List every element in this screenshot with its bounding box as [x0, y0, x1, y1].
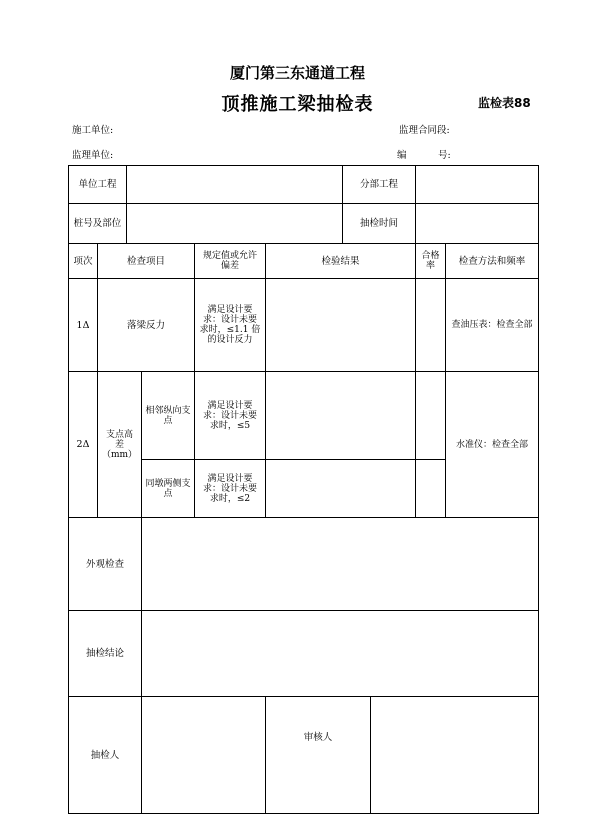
col-method: 检查方法和频率: [458, 255, 526, 267]
row2a-pass-rate-input[interactable]: [416, 372, 445, 459]
row2a-spec: 满足设计要求：设计未要求时，≤5: [202, 400, 257, 431]
number-label-a: 编: [397, 150, 407, 161]
conclusion-input[interactable]: [142, 611, 538, 696]
inspection-time-label: 抽检时间: [359, 218, 398, 229]
project-title: 厦门第三东通道工程: [229, 64, 365, 82]
appearance-input[interactable]: [142, 518, 538, 610]
col-index: 项次: [73, 255, 93, 267]
number-label-b: 号:: [438, 150, 451, 161]
col-item: 检查项目: [126, 255, 165, 267]
row2-index: 2Δ: [76, 439, 90, 450]
row2b-pass-rate-input[interactable]: [416, 460, 445, 517]
col-spec: 规定值或允许偏差: [202, 251, 257, 271]
row2a-result-input[interactable]: [266, 372, 415, 459]
sub-project-value[interactable]: [416, 166, 538, 203]
unit-project-label: 单位工程: [78, 179, 117, 190]
table-border-bottom: [68, 813, 539, 814]
row1-item: 落梁反力: [126, 319, 165, 331]
row1-spec: 满足设计要求：设计未要求时，≤1.1 倍的设计反力: [199, 305, 261, 345]
unit-project-value[interactable]: [127, 166, 342, 203]
inspector-label: 抽检人: [90, 749, 120, 761]
conclusion-label: 抽检结论: [85, 648, 124, 659]
inspector-signature[interactable]: [142, 697, 265, 813]
pile-location-value[interactable]: [127, 204, 342, 243]
row2b-subitem: 同墩两侧支点: [145, 478, 191, 499]
row2-item: 支点高差（mm）: [101, 429, 138, 460]
appearance-label: 外观检查: [85, 558, 124, 570]
row1-pass-rate-input[interactable]: [416, 279, 445, 371]
form-number: 监检表88: [478, 96, 531, 110]
row2a-subitem: 相邻纵向支点: [145, 405, 191, 426]
row1-method: 查油压表：检查全部: [451, 320, 533, 330]
col-pass-rate: 合格率: [421, 251, 440, 271]
contract-section-label: 监理合同段:: [399, 125, 450, 136]
row1-result-input[interactable]: [266, 279, 415, 371]
pile-location-label: 桩号及部位: [73, 218, 122, 229]
table-border-right: [538, 165, 539, 814]
row2b-spec: 满足设计要求：设计未要求时，≤2: [202, 473, 257, 504]
supervision-unit-label: 监理单位:: [72, 150, 114, 161]
reviewer-label: 审核人: [303, 731, 333, 743]
inspection-time-value[interactable]: [416, 204, 538, 243]
row2-method: 水准仪：检查全部: [455, 439, 528, 450]
reviewer-signature[interactable]: [371, 697, 538, 813]
row2b-result-input[interactable]: [266, 460, 415, 517]
row1-index: 1Δ: [76, 319, 90, 331]
col-result: 检验结果: [321, 255, 360, 267]
construction-unit-label: 施工单位:: [72, 125, 114, 136]
form-title: 顶推施工梁抽检表: [221, 94, 374, 115]
sub-project-label: 分部工程: [359, 179, 398, 190]
